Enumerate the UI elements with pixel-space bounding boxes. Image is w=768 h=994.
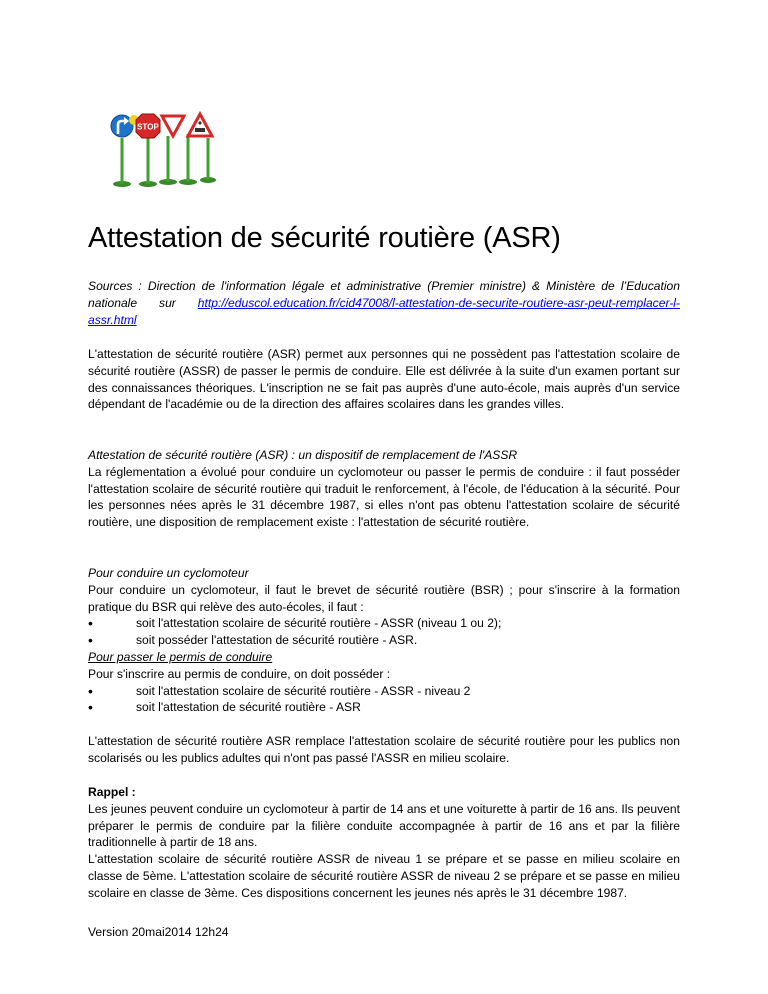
section-heading: Pour passer le permis de conduire xyxy=(88,650,273,664)
section-heading: Attestation de sécurité routière (ASR) : un dispositif de remplacement de l'ASSR xyxy=(88,448,518,462)
bullet-list xyxy=(88,683,680,717)
section-text: Pour s'inscrire au permis de conduire, on doit posséder : xyxy=(88,666,391,681)
sources-link[interactable]: http://eduscol.education.fr/cid47008/l-attestation-de-securite-routiere-asr-peut-remplacer-l-assr.html xyxy=(88,295,680,327)
list-item: • soit posséder l'attestation de sécurité routière - ASR. xyxy=(88,632,680,649)
section-heading: Pour conduire un cyclomoteur xyxy=(88,566,249,580)
bullet-list xyxy=(88,615,680,649)
section-text: La réglementation a évolué pour conduire un cyclomoteur ou passer le permis de conduire : il faut posséder l'attestation scolaire de sécurité routière qui traduit le renforcement, à l'école, de l'éducation à la sécurité. Pour les personnes nées après le 31 décembre 1987, si elles n'ont pas obtenu l'attestation scolaire de sécurité routière, une disposition de remplacement existe : l'attestation de sécurité routière. xyxy=(88,464,680,530)
version-footer: Version 20mai2014 12h24 xyxy=(88,925,229,939)
paragraph-text: L'attestation de sécurité routière ASR remplace l'attestation scolaire de sécurité routière pour les publics non scolarisés ou les publics adultes qui n'ont pas passé l'ASSR en milieu scolaire. xyxy=(88,734,680,765)
section-permis xyxy=(88,649,680,716)
list-item: • soit l'attestation de sécurité routière - ASR xyxy=(88,699,680,716)
road-signs-logo xyxy=(104,110,224,190)
intro-paragraph xyxy=(88,346,680,413)
list-item: • soit l'attestation scolaire de sécurité routière - ASSR (niveau 1 ou 2); xyxy=(88,615,680,632)
asr-remplace-paragraph xyxy=(88,733,680,767)
list-item: • soit l'attestation scolaire de sécurité routière - ASSR - niveau 2 xyxy=(88,683,680,700)
page-title: Attestation de sécurité routière (ASR) xyxy=(88,222,561,254)
intro-text: L'attestation de sécurité routière (ASR) permet aux personnes qui ne possèdent pas l'attestation scolaire de sécurité routière (ASSR) de passer le permis de conduire. Elle est délivrée à la suite d'un examen portant sur des connaissances théoriques. L'inscription ne se fait pas auprès d'une auto-école, mais auprès d'un service dépendant de l'académie ou de la direction des affaires scolaires dans les grandes villes. xyxy=(88,347,680,412)
rappel-line: Les jeunes peuvent conduire un cyclomoteur à partir de 14 ans et une voiturette à partir de 16 ans. Ils peuvent préparer le permis de conduire par la filière conduite accompagnée à partir de 16 ans et par la filière traditionnelle à partir de 18 ans. xyxy=(88,801,680,850)
rappel-section xyxy=(88,784,680,902)
section-asr-remplacement xyxy=(88,447,680,531)
section-cyclomoteur xyxy=(88,565,680,649)
rappel-line: L'attestation scolaire de sécurité routière ASSR de niveau 1 se prépare et se passe en milieu scolaire en classe de 5ème. L'attestation scolaire de sécurité routière ASSR de niveau 2 se prépare et se passe en milieu scolaire en classe de 3ème. Ces dispositions concernent les jeunes nés après le 31 décembre 1987. xyxy=(88,852,680,900)
rappel-heading: Rappel : xyxy=(88,785,136,799)
sources-text: Sources : Direction de l'information légale et administrative (Premier ministre) & Ministère de l’Education nationale sur xyxy=(88,279,680,310)
sources-paragraph xyxy=(88,278,680,328)
section-text: Pour conduire un cyclomoteur, il faut le brevet de sécurité routière (BSR) ; pour s'inscrire à la formation pratique du BSR qui relève des auto-écoles, il faut : xyxy=(88,582,680,614)
stop-sign-text: STOP xyxy=(137,122,159,132)
